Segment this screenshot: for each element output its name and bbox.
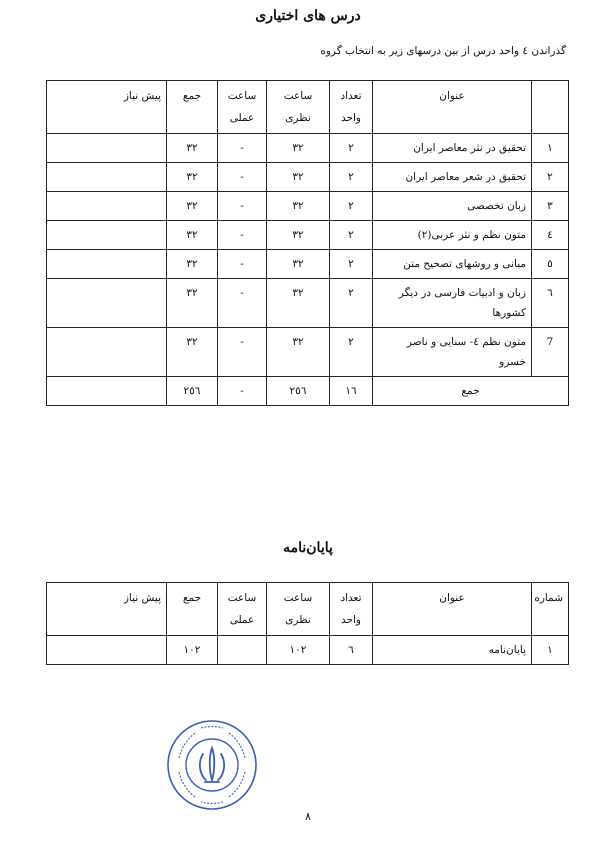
cell-num: ٤ [532, 221, 569, 250]
table-row [47, 221, 569, 250]
header-title: عنوان [373, 583, 532, 636]
cell-title: مبانی و روشهای تصحیح متن [373, 250, 532, 279]
table-row [47, 328, 569, 377]
header-prereq: پیش نیاز [47, 81, 167, 134]
page-number: ٨ [305, 810, 311, 823]
cell-num: ٦ [532, 279, 569, 328]
cell-total: ٣٢ [167, 134, 218, 163]
header-title: عنوان [373, 81, 532, 134]
cell-theory: ٣٢ [267, 250, 330, 279]
cell-total: ٣٢ [167, 192, 218, 221]
cell-sum-theory: ٢٥٦ [267, 377, 330, 406]
cell-units: ٢ [330, 250, 373, 279]
cell-practice: - [218, 163, 267, 192]
cell-title: تحقیق در نثر معاصر ایران [373, 134, 532, 163]
header-total: جمع [167, 583, 218, 636]
cell-num: ٣ [532, 192, 569, 221]
cell-units: ٢ [330, 134, 373, 163]
section-subtitle: گذراندن ٤ واحد درس از بین درسهای زیر به انتخاب گروه [320, 45, 566, 57]
cell-num: ١ [532, 134, 569, 163]
cell-title: پایان‌نامه [373, 636, 532, 665]
header-prereq: پیش نیاز [47, 583, 167, 636]
emblem-of-iran-icon [165, 718, 259, 812]
cell-theory: ٣٢ [267, 163, 330, 192]
thesis-table [46, 582, 569, 665]
cell-units: ٢ [330, 221, 373, 250]
cell-theory: ٣٢ [267, 221, 330, 250]
cell-num: ٢ [532, 163, 569, 192]
cell-sum-label: جمع [373, 377, 569, 406]
table-sum-row [47, 377, 569, 406]
electives-table [46, 80, 569, 406]
table-header-row [47, 583, 569, 636]
cell-prereq [47, 192, 167, 221]
cell-units: ٢ [330, 328, 373, 377]
table-row [47, 192, 569, 221]
cell-units: ٢ [330, 163, 373, 192]
header-units: تعداد واحد [330, 81, 373, 134]
seal-outer-ring [168, 721, 256, 809]
seal-emblem [200, 748, 224, 782]
cell-title: زبان و ادبیات فارسی در دیگر کشورها [373, 279, 532, 328]
cell-num: ٥ [532, 250, 569, 279]
cell-num: 7 [532, 328, 569, 377]
cell-theory: ١٠٢ [267, 636, 330, 665]
cell-prereq [47, 636, 167, 665]
section-title-electives: درس های اختیاری [255, 8, 361, 24]
cell-units: ٦ [330, 636, 373, 665]
cell-practice: - [218, 221, 267, 250]
cell-theory: ٣٢ [267, 192, 330, 221]
cell-units: ٢ [330, 279, 373, 328]
cell-total: ٣٢ [167, 221, 218, 250]
header-theory-hours: ساعت نظری [267, 81, 330, 134]
table-row [47, 134, 569, 163]
cell-title: تحقیق در شعر معاصر ایران [373, 163, 532, 192]
cell-total: ٣٢ [167, 279, 218, 328]
cell-theory: ٣٢ [267, 328, 330, 377]
table-header-row [47, 81, 569, 134]
cell-prereq [47, 328, 167, 377]
cell-theory: ٣٢ [267, 134, 330, 163]
cell-practice [218, 636, 267, 665]
cell-total: ١٠٢ [167, 636, 218, 665]
header-theory-hours: ساعت نظری [267, 583, 330, 636]
cell-num: ١ [532, 636, 569, 665]
table-row [47, 279, 569, 328]
cell-prereq [47, 250, 167, 279]
cell-prereq [47, 221, 167, 250]
cell-units: ٢ [330, 192, 373, 221]
cell-practice: - [218, 279, 267, 328]
seal-script-band [179, 727, 245, 804]
header-units: تعداد واحد [330, 583, 373, 636]
cell-title: زبان تخصصی [373, 192, 532, 221]
cell-total: ٣٢ [167, 328, 218, 377]
cell-title: متون نظم و نثر عربی(٢) [373, 221, 532, 250]
table-row [47, 163, 569, 192]
header-num: شماره [532, 583, 569, 636]
header-num [532, 81, 569, 134]
cell-practice: - [218, 250, 267, 279]
cell-theory: ٣٢ [267, 279, 330, 328]
cell-sum-practice: - [218, 377, 267, 406]
cell-practice: - [218, 328, 267, 377]
cell-title: متون نظم ٤- سنایی و ناصر خسرو [373, 328, 532, 377]
header-total: جمع [167, 81, 218, 134]
header-practice-hours: ساعت عملی [218, 81, 267, 134]
cell-sum-units: ١٦ [330, 377, 373, 406]
table-row [47, 636, 569, 665]
cell-prereq [47, 134, 167, 163]
cell-practice: - [218, 134, 267, 163]
cell-total: ٣٢ [167, 163, 218, 192]
header-practice-hours: ساعت عملی [218, 583, 267, 636]
cell-prereq [47, 279, 167, 328]
cell-total: ٣٢ [167, 250, 218, 279]
cell-prereq [47, 163, 167, 192]
cell-practice: - [218, 192, 267, 221]
table-row [47, 250, 569, 279]
cell-sum-total: ٢٥٦ [167, 377, 218, 406]
cell-sum-prereq [47, 377, 167, 406]
section-title-thesis: پایان‌نامه [283, 540, 333, 556]
